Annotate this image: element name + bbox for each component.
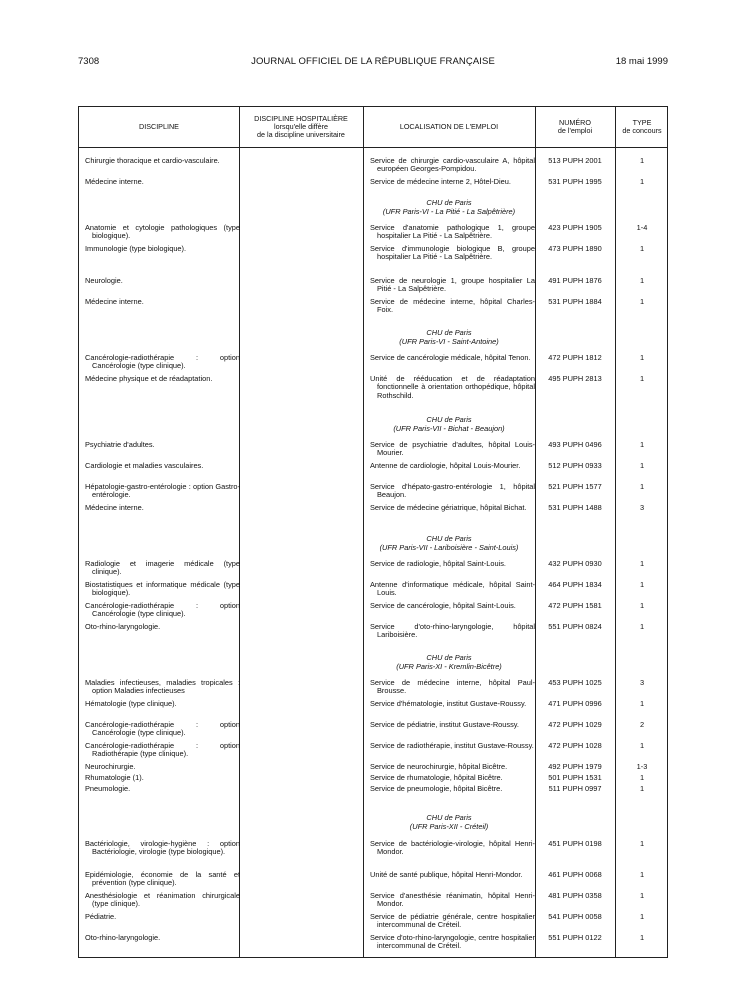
location-cell: Service de radiothérapie, institut Gustave-Roussy.	[370, 741, 534, 750]
competition-type-cell: 1-3	[636, 762, 648, 771]
position-number-cell: 472 PUPH 1581	[548, 601, 602, 610]
header-number: NUMÉRO de l'emploi	[557, 117, 593, 135]
competition-type-cell: 1	[639, 156, 645, 165]
competition-type-cell: 1	[639, 297, 645, 306]
discipline-cell: Neurochirurgie.	[85, 762, 136, 771]
discipline-cell: Cancérologie-radiothérapie : option Radiothérapie (type clinique).	[85, 741, 240, 759]
location-cell: Antenne d'informatique médicale, hôpital Saint-Louis.	[370, 580, 535, 598]
competition-type-cell: 1	[639, 374, 645, 383]
table-header	[79, 107, 667, 148]
discipline-cell: Epidémiologie, économie de la santé et prévention (type clinique).	[85, 870, 240, 888]
location-cell: Service de médecine interne, hôpital Paul-Brousse.	[370, 678, 535, 696]
chu-name: CHU de Paris	[426, 198, 472, 207]
discipline-cell: Hématologie (type clinique).	[85, 699, 177, 708]
discipline-cell: Anatomie et cytologie pathologiques (type biologique).	[85, 223, 240, 241]
journal-title: JOURNAL OFFICIEL DE LA RÉPUBLIQUE FRANÇAISE	[251, 56, 495, 67]
location-cell: Service de pédiatrie, institut Gustave-Roussy.	[370, 720, 519, 729]
position-number-cell: 453 PUPH 1025	[548, 678, 602, 687]
competition-type-cell: 1	[639, 244, 645, 253]
location-cell: Service de chirurgie cardio-vasculaire A, hôpital européen Georges-Pompidou.	[370, 156, 535, 174]
competition-type-cell: 3	[639, 678, 645, 687]
discipline-cell: Biostatistiques et informatique médicale (type biologique).	[85, 580, 240, 598]
competition-type-cell: 1	[639, 870, 645, 879]
header-type: TYPE de concours	[622, 117, 662, 135]
ufr-name: (UFR Paris-VI - Saint-Antoine)	[399, 336, 499, 346]
location-cell: Service de radiologie, hôpital Saint-Louis.	[370, 559, 506, 568]
competition-type-cell: 1	[639, 482, 645, 491]
chu-heading	[363, 654, 535, 671]
position-number-cell: 461 PUPH 0068	[548, 870, 602, 879]
chu-heading	[363, 329, 535, 346]
competition-type-cell: 1	[639, 933, 645, 942]
ufr-name: (UFR Paris-VII - Bichat - Beaujon)	[393, 423, 505, 433]
competition-type-cell: 1	[639, 580, 645, 589]
position-number-cell: 493 PUPH 0496	[548, 440, 602, 449]
location-cell: Antenne de cardiologie, hôpital Louis-Mourier.	[370, 461, 521, 470]
location-cell: Service de bactériologie-virologie, hôpital Henri-Mondor.	[370, 839, 535, 857]
location-cell: Service d'hépato-gastro-entérologie 1, hôpital Beaujon.	[370, 482, 535, 500]
competition-type-cell: 1	[639, 741, 645, 750]
location-cell: Service de neurochirurgie, hôpital Bicêtre.	[370, 762, 508, 771]
location-cell: Service d'immunologie biologique B, groupe hospitalier La Pitié - La Salpêtrière.	[370, 244, 535, 262]
location-cell: Service de pédiatrie générale, centre hospitalier intercommunal de Créteil.	[370, 912, 535, 930]
position-number-cell: 512 PUPH 0933	[548, 461, 602, 470]
position-number-cell: 531 PUPH 1995	[548, 177, 602, 186]
ufr-name: (UFR Paris-XI - Kremlin-Bicêtre)	[396, 661, 502, 671]
ufr-name: (UFR Paris-VI - La Pitié - La Salpêtrière)	[382, 206, 516, 216]
location-cell: Service de médecine gériatrique, hôpital Bichat.	[370, 503, 527, 512]
competition-type-cell: 3	[639, 503, 645, 512]
positions-table	[78, 106, 668, 958]
discipline-cell: Rhumatologie (1).	[85, 773, 144, 782]
position-number-cell: 531 PUPH 1488	[548, 503, 602, 512]
position-number-cell: 495 PUPH 2813	[548, 374, 602, 383]
competition-type-cell: 1	[639, 912, 645, 921]
position-number-cell: 472 PUPH 1028	[548, 741, 602, 750]
ufr-name: (UFR Paris-XII - Créteil)	[409, 821, 489, 831]
position-number-cell: 451 PUPH 0198	[548, 839, 602, 848]
discipline-cell: Bactériologie, virologie-hygiène : option Bactériologie, virologie (type biologique).	[85, 839, 240, 857]
location-cell: Service de neurologie 1, groupe hospitalier La Pitié - La Salpêtrière.	[370, 276, 535, 294]
discipline-cell: Cancérologie-radiothérapie : option Cancérologie (type clinique).	[85, 720, 240, 738]
discipline-cell: Radiologie et imagerie médicale (type clinique).	[85, 559, 240, 577]
location-cell: Service d'anatomie pathologique 1, groupe hospitalier La Pitié - La Salpêtrière.	[370, 223, 535, 241]
position-number-cell: 551 PUPH 0122	[548, 933, 602, 942]
location-cell: Service d'oto-rhino-laryngologie, hôpital Lariboisière.	[370, 622, 535, 640]
competition-type-cell: 1	[639, 353, 645, 362]
competition-type-cell: 1	[639, 891, 645, 900]
discipline-cell: Psychiatrie d'adultes.	[85, 440, 155, 449]
discipline-cell: Immunologie (type biologique).	[85, 244, 187, 253]
publication-date: 18 mai 1999	[615, 56, 668, 67]
location-cell: Service de cancérologie, hôpital Saint-Louis.	[370, 601, 516, 610]
location-cell: Service de cancérologie médicale, hôpital Tenon.	[370, 353, 531, 362]
page-number: 7308	[78, 56, 100, 67]
competition-type-cell: 2	[639, 720, 645, 729]
discipline-cell: Médecine interne.	[85, 503, 144, 512]
location-cell: Service de rhumatologie, hôpital Bicêtre.	[370, 773, 503, 782]
page-header	[78, 56, 668, 70]
position-number-cell: 531 PUPH 1884	[548, 297, 602, 306]
position-number-cell: 491 PUPH 1876	[548, 276, 602, 285]
position-number-cell: 481 PUPH 0358	[548, 891, 602, 900]
discipline-cell: Maladies infectieuses, maladies tropicales : option Maladies infectieuses	[85, 678, 240, 696]
position-number-cell: 492 PUPH 1979	[548, 762, 602, 771]
location-cell: Unité de rééducation et de réadaptation fonctionnelle à orientation orthopédique, hôpital Rothschild.	[370, 374, 535, 400]
location-cell: Service d'anesthésie réanimatin, hôpital Henri-Mondor.	[370, 891, 535, 909]
position-number-cell: 551 PUPH 0824	[548, 622, 602, 631]
competition-type-cell: 1	[639, 699, 645, 708]
position-number-cell: 541 PUPH 0058	[548, 912, 602, 921]
discipline-cell: Anesthésiologie et réanimation chirurgicale (type clinique).	[85, 891, 240, 909]
competition-type-cell: 1	[639, 839, 645, 848]
discipline-cell: Médecine physique et de réadaptation.	[85, 374, 213, 383]
competition-type-cell: 1-4	[636, 223, 648, 232]
discipline-cell: Neurologie.	[85, 276, 123, 285]
competition-type-cell: 1	[639, 773, 645, 782]
discipline-cell: Cardiologie et maladies vasculaires.	[85, 461, 204, 470]
location-cell: Service de médecine interne, hôpital Charles-Foix.	[370, 297, 535, 315]
chu-name: CHU de Paris	[426, 813, 472, 822]
competition-type-cell: 1	[639, 440, 645, 449]
header-hospital-discipline: DISCIPLINE HOSPITALIÈRE lorsqu'elle diffère de la discipline universitaire	[254, 113, 348, 140]
discipline-cell: Pédiatrie.	[85, 912, 117, 921]
competition-type-cell: 1	[639, 276, 645, 285]
location-cell: Service de psychiatrie d'adultes, hôpital Louis-Mourier.	[370, 440, 535, 458]
competition-type-cell: 1	[639, 461, 645, 470]
location-cell: Unité de santé publique, hôpital Henri-Mondor.	[370, 870, 523, 879]
discipline-cell: Chirurgie thoracique et cardio-vasculaire.	[85, 156, 220, 165]
location-cell: Service d'oto-rhino-laryngologie, centre hospitalier intercommunal de Créteil.	[370, 933, 535, 951]
header-location: LOCALISATION DE L'EMPLOI	[399, 121, 499, 131]
position-number-cell: 423 PUPH 1905	[548, 223, 602, 232]
discipline-cell: Cancérologie-radiothérapie : option Cancérologie (type clinique).	[85, 353, 240, 371]
location-cell: Service de pneumologie, hôpital Bicêtre.	[370, 784, 503, 793]
position-number-cell: 472 PUPH 1029	[548, 720, 602, 729]
position-number-cell: 513 PUPH 2001	[548, 156, 602, 165]
discipline-cell: Pneumologie.	[85, 784, 131, 793]
chu-name: CHU de Paris	[426, 534, 472, 543]
chu-heading	[363, 416, 535, 433]
position-number-cell: 464 PUPH 1834	[548, 580, 602, 589]
competition-type-cell: 1	[639, 784, 645, 793]
position-number-cell: 521 PUPH 1577	[548, 482, 602, 491]
chu-heading	[363, 535, 535, 552]
chu-name: CHU de Paris	[426, 653, 472, 662]
position-number-cell: 472 PUPH 1812	[548, 353, 602, 362]
competition-type-cell: 1	[639, 622, 645, 631]
ufr-name: (UFR Paris-VII - Lariboisière - Saint-Louis)	[379, 542, 519, 552]
chu-heading	[363, 814, 535, 831]
discipline-cell: Cancérologie-radiothérapie : option Cancérologie (type clinique).	[85, 601, 240, 619]
discipline-cell: Médecine interne.	[85, 177, 144, 186]
column-divider	[615, 107, 616, 957]
position-number-cell: 471 PUPH 0996	[548, 699, 602, 708]
location-cell: Service de médecine interne 2, Hôtel-Dieu.	[370, 177, 511, 186]
discipline-cell: Oto-rhino-laryngologie.	[85, 622, 161, 631]
competition-type-cell: 1	[639, 559, 645, 568]
discipline-cell: Oto-rhino-laryngologie.	[85, 933, 161, 942]
position-number-cell: 511 PUPH 0997	[548, 784, 602, 793]
competition-type-cell: 1	[639, 177, 645, 186]
position-number-cell: 501 PUPH 1531	[548, 773, 602, 782]
competition-type-cell: 1	[639, 601, 645, 610]
discipline-cell: Hépatologie-gastro-entérologie : option Gastro-entérologie.	[85, 482, 240, 500]
chu-heading	[363, 199, 535, 216]
location-cell: Service d'hématologie, institut Gustave-Roussy.	[370, 699, 527, 708]
position-number-cell: 432 PUPH 0930	[548, 559, 602, 568]
column-divider	[535, 107, 536, 957]
position-number-cell: 473 PUPH 1890	[548, 244, 602, 253]
discipline-cell: Médecine interne.	[85, 297, 144, 306]
chu-name: CHU de Paris	[426, 415, 472, 424]
header-discipline: DISCIPLINE	[139, 121, 179, 131]
chu-name: CHU de Paris	[426, 328, 472, 337]
